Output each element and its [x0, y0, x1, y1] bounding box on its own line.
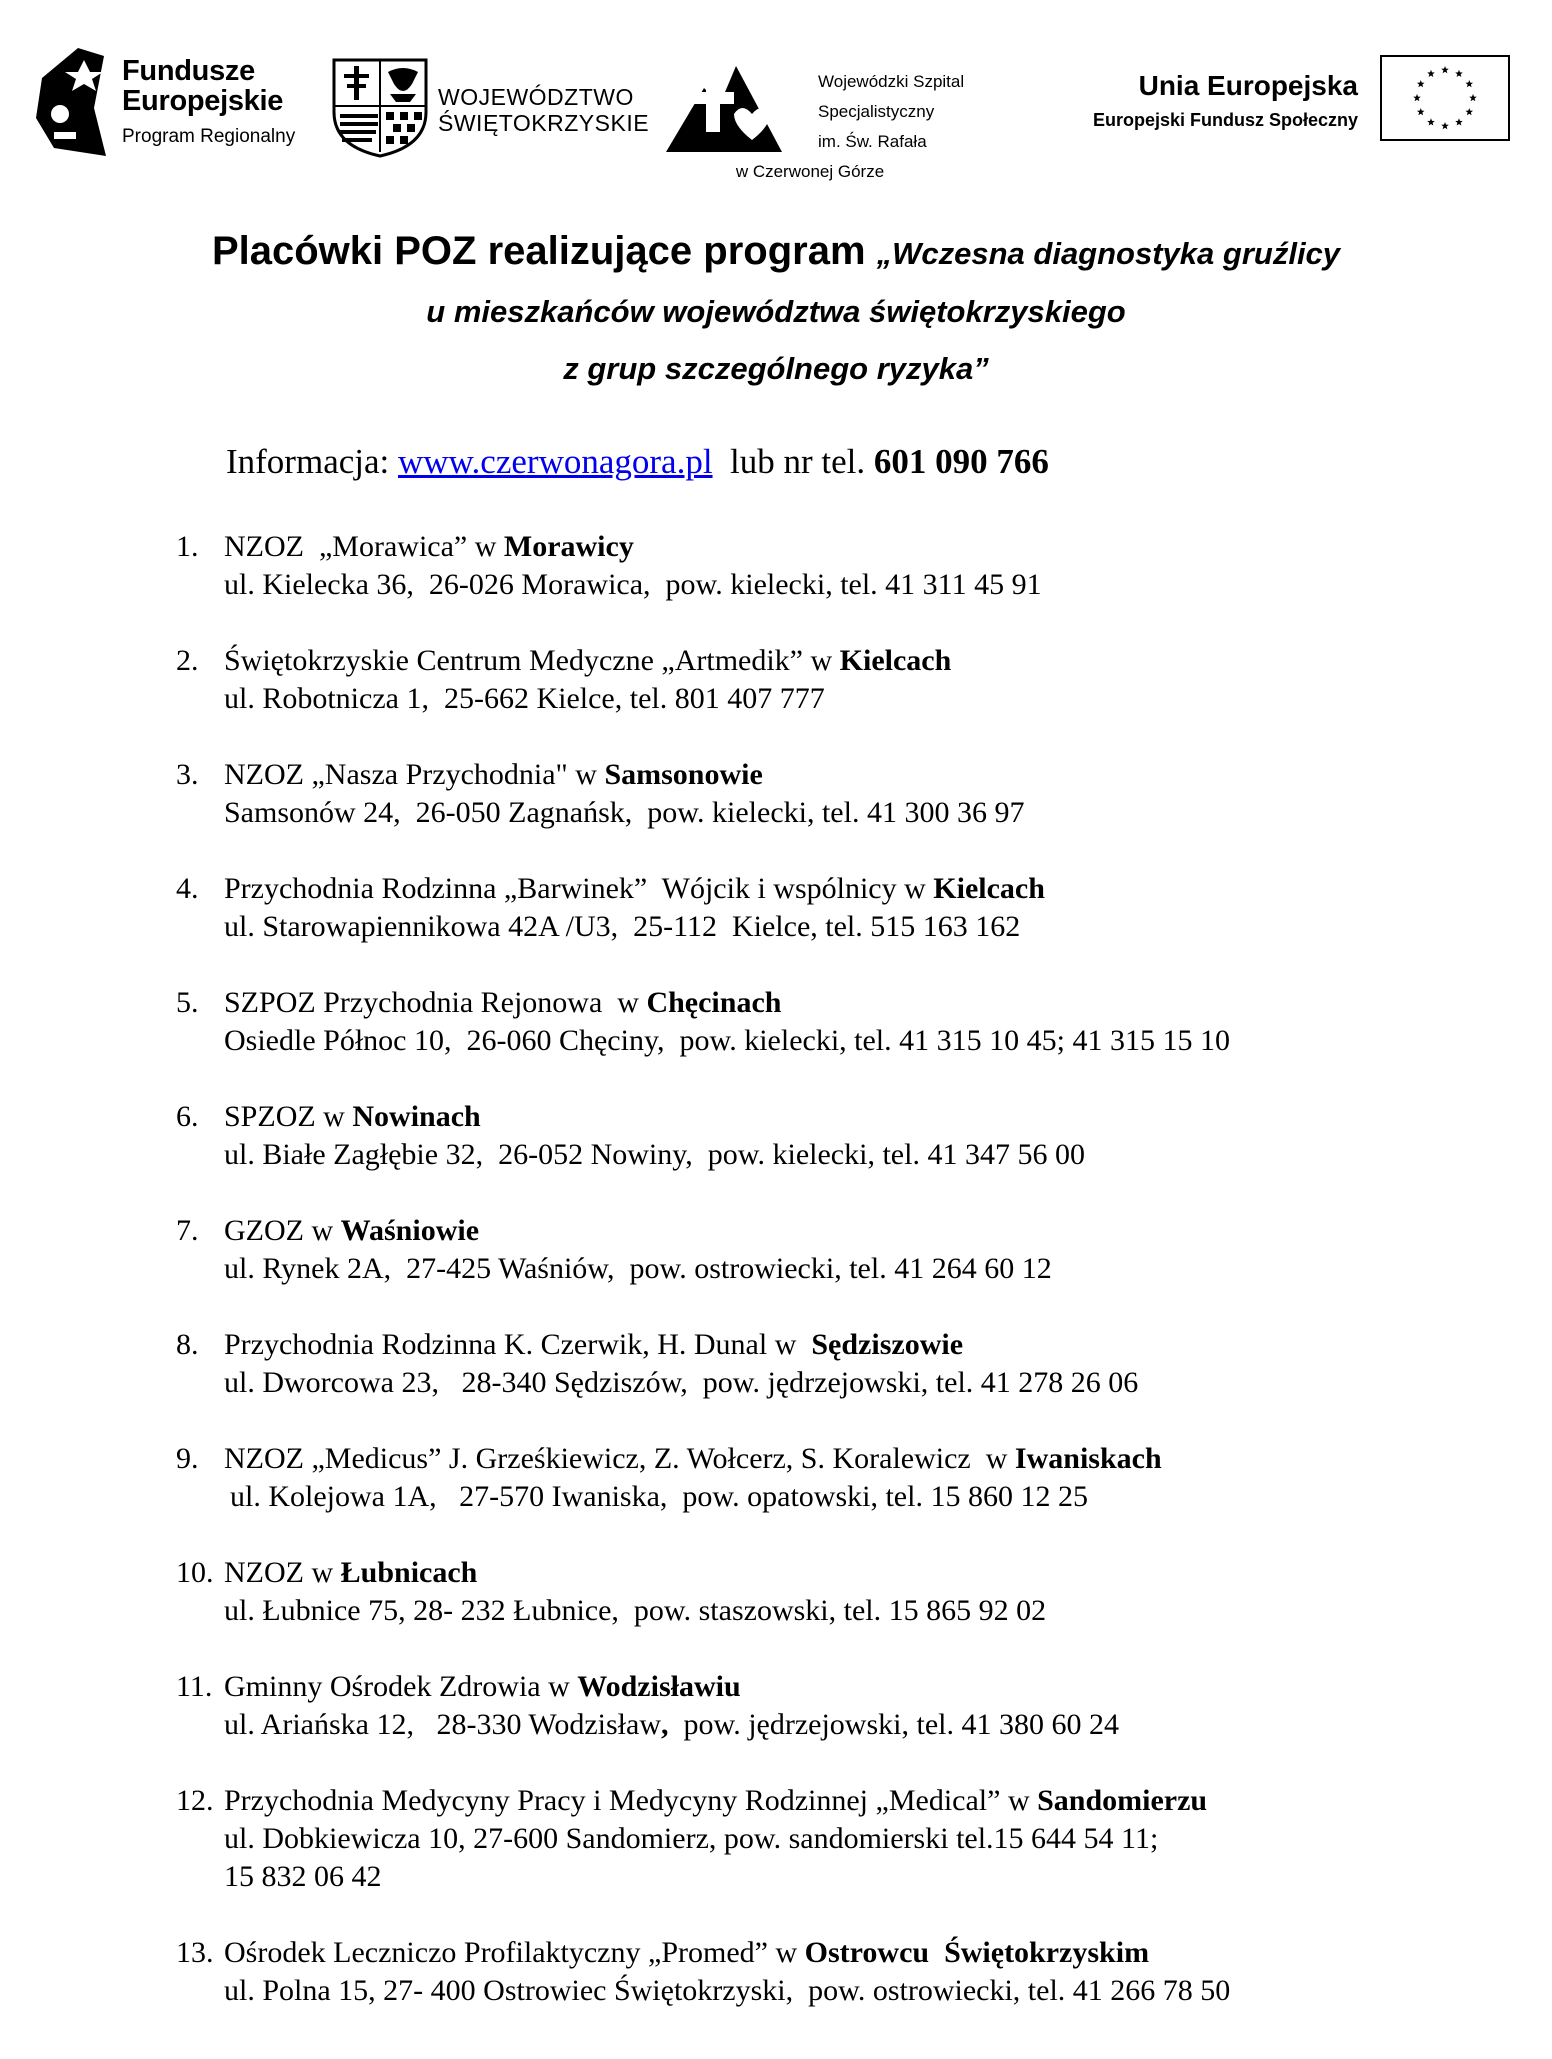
clinic-address: ul. Starowapiennikowa 42A /U3, 25-112 Kielce, tel. 515 163 162 [224, 910, 1021, 943]
clinic-city: Kielcach [933, 872, 1045, 905]
info-phone: 601 090 766 [873, 442, 1049, 481]
clinic-address: ul. Kielecka 36, 26-026 Morawica, pow. kielecki, tel. 41 311 45 91 [224, 568, 1042, 601]
clinic-name: NZOZ „Medicus” J. Grześkiewicz, Z. Wołcerz, S. Koralewicz w [224, 1442, 1015, 1475]
clinic-name-line [224, 642, 951, 680]
clinic-city: Nowinach [352, 1100, 481, 1133]
fe-star-icon [34, 38, 114, 163]
logo-bar [0, 0, 1552, 200]
clinic-name-line [224, 1668, 741, 1706]
clinic-name-line [224, 1212, 479, 1250]
eu-stars-icon [1382, 57, 1508, 139]
eu-star [1465, 80, 1473, 87]
clinic-address-part: ul. Ariańska 12, 28-330 Wodzisław [224, 1708, 661, 1741]
wojewodztwo-swietokrzyskie-logo [330, 54, 650, 159]
title-line3: z grup szczególnego ryzyka” [563, 351, 989, 386]
eu-logo-line1: Unia Europejska [1138, 70, 1358, 101]
eu-star [1469, 94, 1477, 101]
clinic-address-comma: , [660, 1708, 669, 1741]
clinic-address-part: pow. jędrzejowski, tel. 41 380 60 24 [668, 1708, 1119, 1741]
hospital-logo-line3: im. Św. Rafała [818, 132, 927, 151]
fe-logo-line1: Fundusze [122, 55, 255, 87]
clinic-address: ul. Białe Zagłębie 32, 26-052 Nowiny, pow. kielecki, tel. 41 347 56 00 [224, 1138, 1085, 1171]
list-item-number: 12. [176, 1784, 214, 1817]
title-line1 [0, 222, 1552, 283]
clinic-name-line [224, 756, 763, 794]
hospital-emblem-icon [664, 48, 784, 160]
fe-logo-line3: Program Regionalny [122, 126, 296, 147]
hospital-logo-line2: Specjalistyczny [818, 102, 935, 121]
clinic-name: NZOZ „Morawica” w [224, 530, 504, 563]
hospital-logo-line1: Wojewódzki Szpital [818, 72, 965, 91]
hospital-logo-line4: w Czerwonej Górze [735, 162, 885, 181]
eu-star [1427, 118, 1435, 125]
clinic-city: Wodzisławiu [577, 1670, 741, 1703]
eu-star [1441, 122, 1449, 129]
clinic-address: ul. Kolejowa 1A, 27-570 Iwaniska, pow. opatowski, tel. 15 860 12 25 [230, 1480, 1088, 1513]
eu-star [1417, 80, 1425, 87]
clinic-name: SZPOZ Przychodnia Rejonowa w [224, 986, 647, 1019]
info-middle: lub nr tel. [712, 442, 874, 481]
clinic-city: Sędziszowie [811, 1328, 964, 1361]
clinic-name-line [224, 1098, 481, 1136]
info-line [226, 442, 1049, 482]
list-item-number: 11. [176, 1670, 213, 1703]
list-item-number: 3. [176, 758, 199, 791]
clinic-name: Świętokrzyskie Centrum Medyczne „Artmedik” w [224, 644, 840, 677]
website-link[interactable]: www.czerwonagora.pl [398, 442, 713, 481]
list-item-number: 2. [176, 644, 199, 677]
clinic-address: ul. Dworcowa 23, 28-340 Sędziszów, pow. jędrzejowski, tel. 41 278 26 06 [224, 1366, 1139, 1399]
region-logo-line1: WOJEWÓDZTWO [438, 84, 634, 110]
eu-star [1465, 108, 1473, 115]
clinic-name: SPZOZ w [224, 1100, 353, 1133]
list-item-number: 9. [176, 1442, 199, 1475]
clinic-city: Sandomierzu [1037, 1784, 1208, 1817]
title-prefix: Placówki POZ realizujące program [211, 229, 877, 273]
clinic-name-line [224, 984, 781, 1022]
clinic-name-line [224, 1554, 477, 1592]
clinic-name: Ośrodek Leczniczo Profilaktyczny „Promed” w [224, 1936, 805, 1969]
clinic-address: ul. Łubnice 75, 28- 232 Łubnice, pow. staszowski, tel. 15 865 92 02 [224, 1594, 1047, 1627]
coat-of-arms-icon [330, 54, 430, 159]
clinic-city: Łubnicach [340, 1556, 478, 1589]
eu-star [1455, 70, 1463, 77]
clinic-city: Morawicy [503, 530, 634, 563]
eu-logo-line2: Europejski Fundusz Społeczny [1092, 110, 1358, 130]
clinic-address-extra: 15 832 06 42 [224, 1860, 382, 1893]
eu-star [1417, 108, 1425, 115]
clinic-city: Ostrowcu Świętokrzyskim [804, 1936, 1150, 1969]
clinic-name-line [224, 1326, 963, 1364]
clinic-name: Przychodnia Rodzinna K. Czerwik, H. Dunal w [224, 1328, 812, 1361]
clinic-address: ul. Polna 15, 27- 400 Ostrowiec Świętokrzyski, pow. ostrowiecki, tel. 41 266 78 50 [224, 1974, 1231, 2007]
region-logo-line2: ŚWIĘTOKRZYSKIE [438, 110, 650, 136]
clinic-name-line [224, 528, 634, 566]
eu-star [1441, 66, 1449, 73]
clinic-name-line [224, 870, 1045, 908]
clinic-address: Samsonów 24, 26-050 Zagnańsk, pow. kielecki, tel. 41 300 36 97 [224, 796, 1025, 829]
fundusze-europejskie-logo [34, 38, 324, 163]
clinic-city: Kielcach [839, 644, 952, 677]
clinic-name: NZOZ w [224, 1556, 341, 1589]
list-item-number: 7. [176, 1214, 199, 1247]
eu-star [1413, 94, 1421, 101]
clinic-address: ul. Robotnicza 1, 25-662 Kielce, tel. 801 407 777 [224, 682, 825, 715]
info-label: Informacja: [226, 442, 398, 481]
list-item-number: 5. [176, 986, 199, 1019]
eu-flag-icon [1380, 55, 1510, 141]
clinic-name-line [224, 1782, 1207, 1820]
clinic-name: GZOZ w [224, 1214, 341, 1247]
clinic-city: Iwaniskach [1014, 1442, 1162, 1475]
hospital-logo [640, 48, 1010, 198]
clinic-name: Gminny Ośrodek Zdrowia w [224, 1670, 578, 1703]
unia-europejska-logo [1060, 66, 1370, 146]
clinic-address: ul. Dobkiewicza 10, 27-600 Sandomierz, pow. sandomierski tel.15 644 54 11; [224, 1822, 1159, 1855]
list-item-number: 8. [176, 1328, 199, 1361]
fe-logo-line2: Europejskie [122, 85, 284, 117]
clinic-name: Przychodnia Rodzinna „Barwinek” Wójcik i wspólnicy w [224, 872, 934, 905]
document-title [0, 222, 1552, 397]
list-item-number: 10. [176, 1556, 214, 1589]
list-item-number: 4. [176, 872, 199, 905]
eu-star [1427, 70, 1435, 77]
clinic-address [224, 1706, 1119, 1744]
clinic-city: Waśniowie [340, 1214, 480, 1247]
title-program-name: „Wczesna diagnostyka gruźlicy [876, 236, 1341, 271]
list-item-number: 13. [176, 1936, 214, 1969]
list-item-number: 6. [176, 1100, 199, 1133]
clinic-name-line [224, 1440, 1162, 1478]
clinic-name-line [224, 1934, 1149, 1972]
eu-star [1455, 118, 1463, 125]
clinic-city: Samsonowie [604, 758, 763, 791]
clinic-address: Osiedle Północ 10, 26-060 Chęciny, pow. kielecki, tel. 41 315 10 45; 41 315 15 10 [224, 1024, 1230, 1057]
clinic-name: Przychodnia Medycyny Pracy i Medycyny Rodzinnej „Medical” w [224, 1784, 1038, 1817]
clinic-name: NZOZ „Nasza Przychodnia" w [224, 758, 605, 791]
title-line2: u mieszkańców województwa świętokrzyskiego [426, 294, 1126, 329]
clinic-address: ul. Rynek 2A, 27-425 Waśniów, pow. ostrowiecki, tel. 41 264 60 12 [224, 1252, 1052, 1285]
clinic-city: Chęcinach [646, 986, 782, 1019]
list-item-number: 1. [176, 530, 199, 563]
